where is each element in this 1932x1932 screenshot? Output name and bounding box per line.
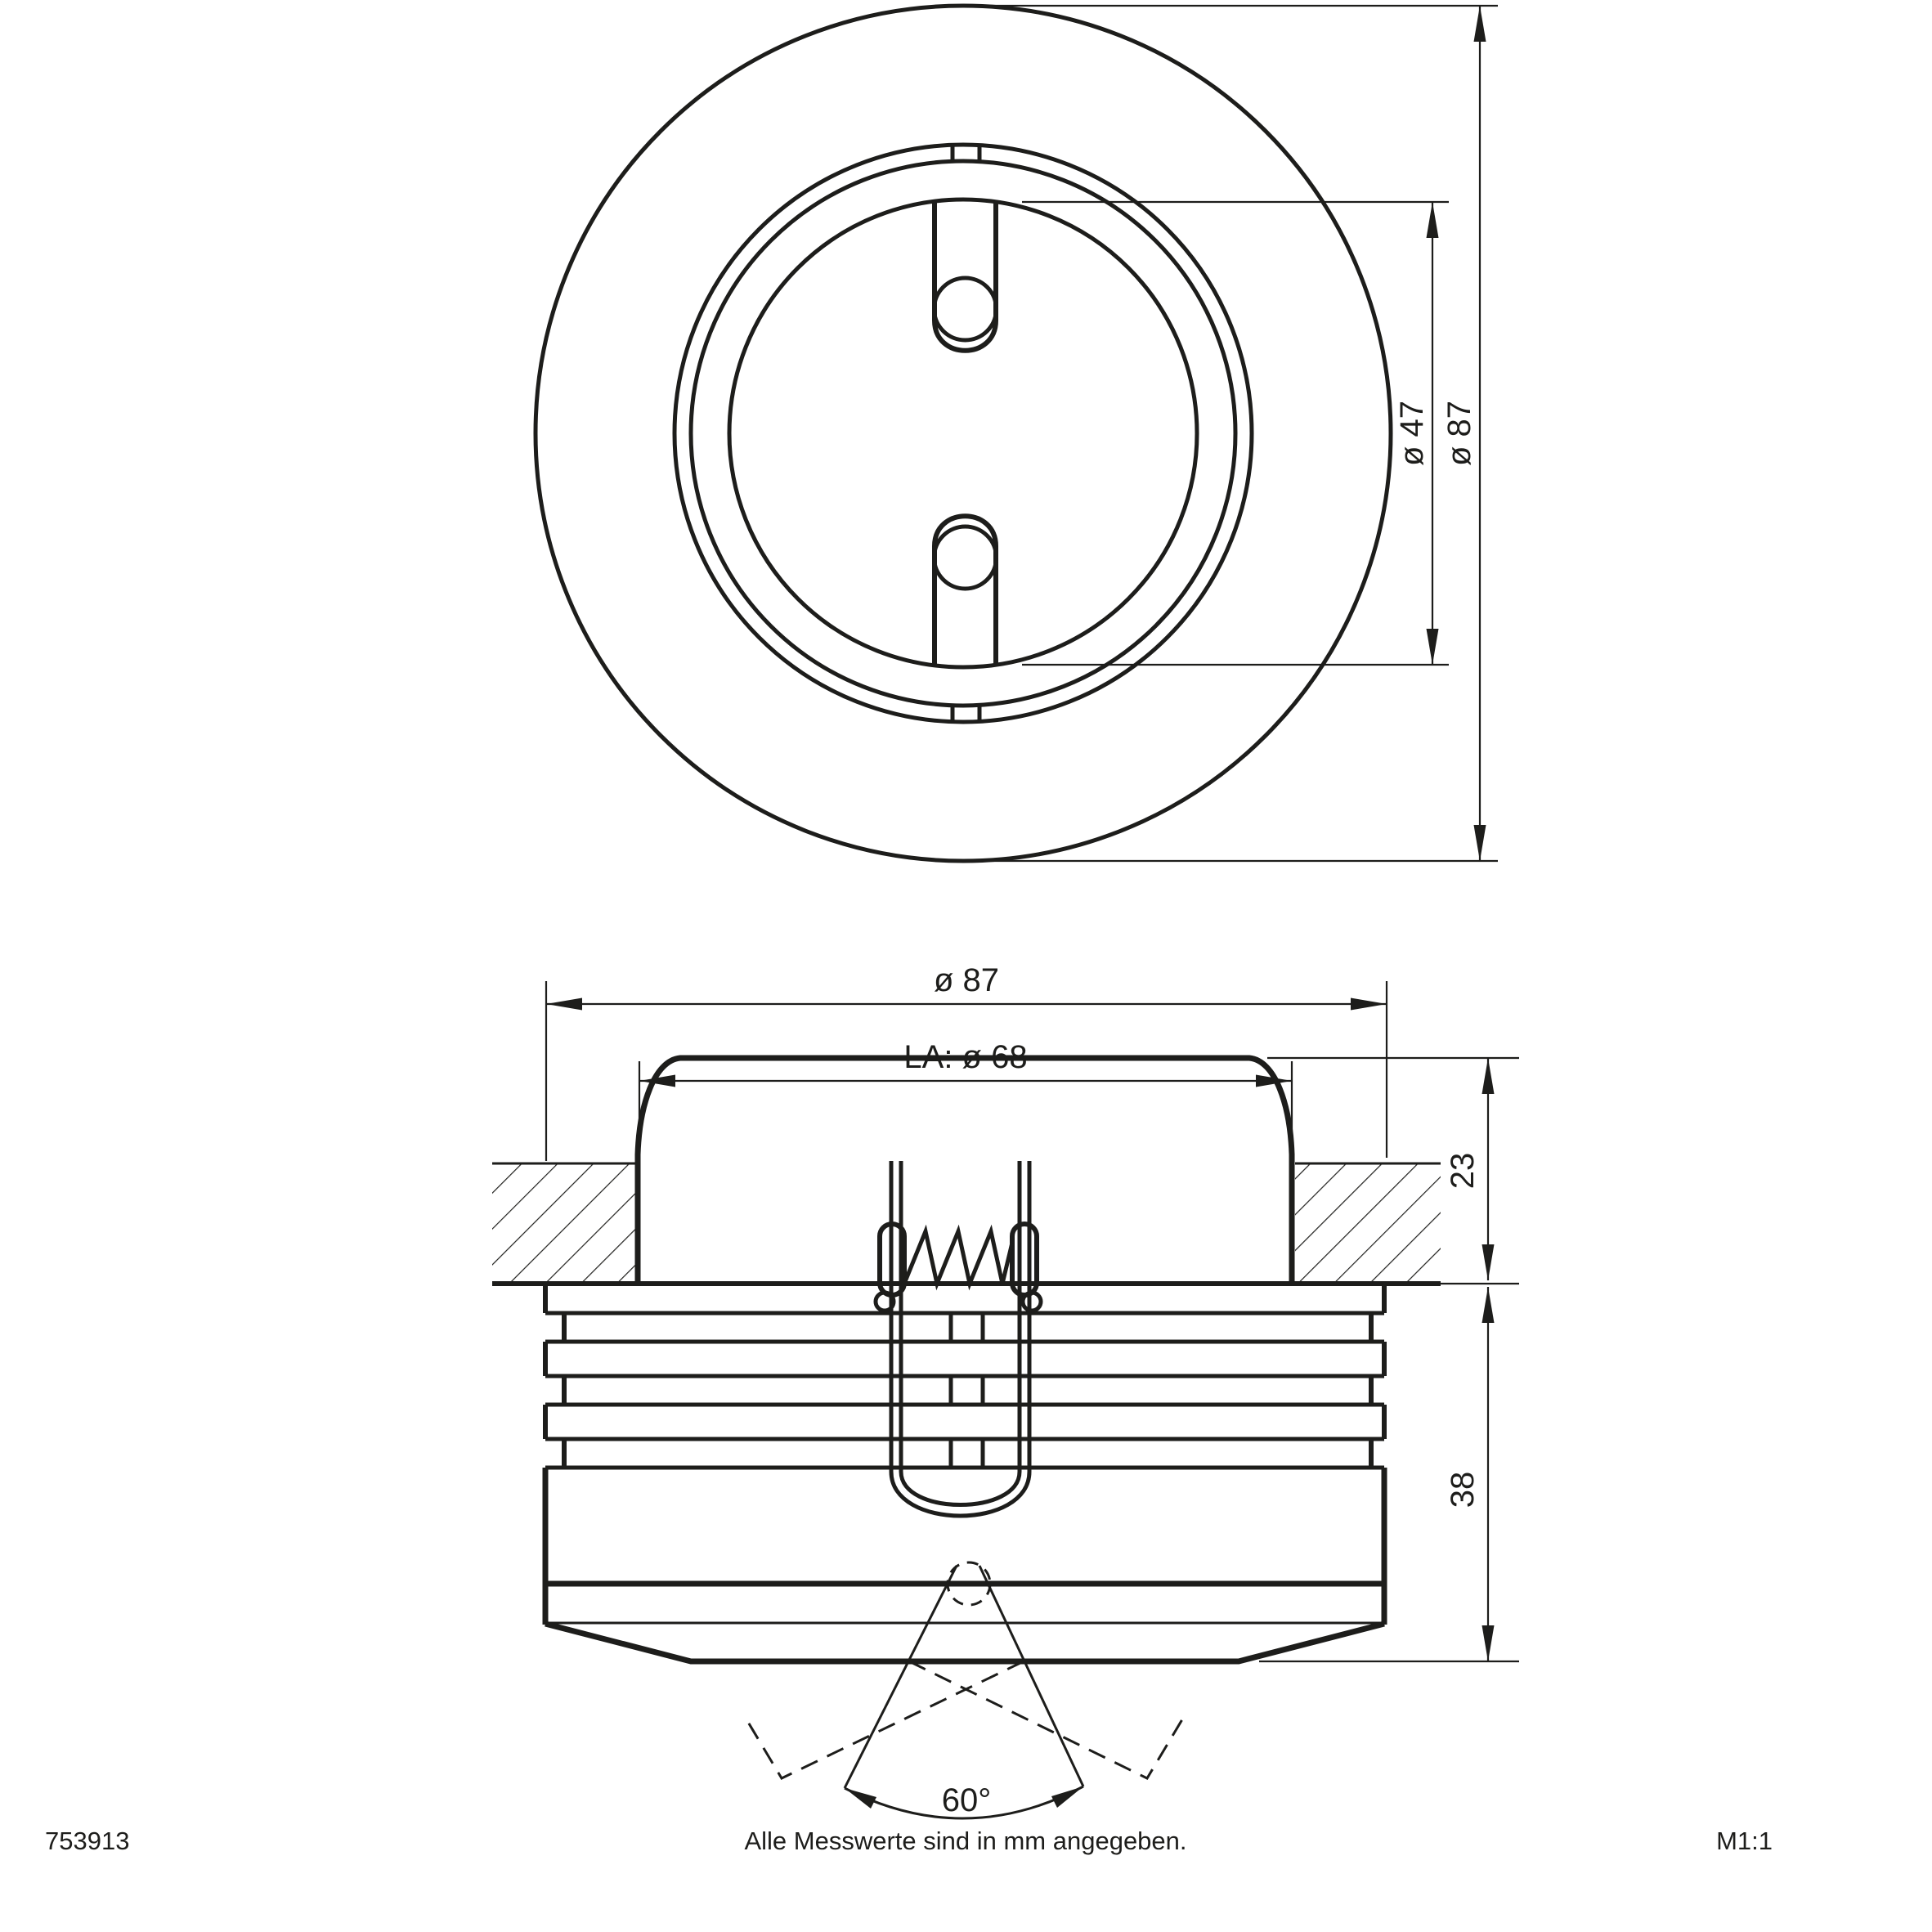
lamp-opening-circle (729, 199, 1197, 667)
side-view (492, 962, 1519, 1818)
beam-angle-label: 60° (941, 1782, 992, 1818)
dim-label-d87-side: ø 87 (933, 962, 1000, 998)
footer (45, 1827, 1773, 1855)
retaining-tab-bottom (935, 516, 997, 664)
outer-flange-circle (536, 6, 1391, 861)
ceiling-hatch-right (1295, 1163, 1441, 1284)
spring-clip (876, 1161, 1041, 1516)
ceiling-hatch-left (492, 1163, 638, 1284)
tab-hole-top (935, 278, 997, 340)
dim-label-38: 38 (1445, 1471, 1481, 1508)
footer-scale: M1:1 (1716, 1827, 1773, 1855)
dim-label-d87-top: ø 87 (1441, 400, 1477, 467)
top-view (536, 6, 1498, 861)
retaining-tab-top (935, 203, 997, 351)
housing-bezel-outline (638, 1058, 1292, 1284)
trim-ring-inner-circle (691, 161, 1235, 706)
beam-cone (744, 1562, 1185, 1818)
footer-article-number: 753913 (45, 1827, 130, 1855)
trim-ring-outer-circle (675, 145, 1252, 722)
tab-hole-bottom (935, 527, 997, 589)
dim-label-23: 23 (1445, 1152, 1481, 1190)
dim-label-la68: LA: ø 68 (903, 1039, 1028, 1075)
dimension-23-38 (1259, 1058, 1519, 1661)
dim-label-d47: ø 47 (1394, 400, 1430, 467)
heatsink-body (545, 1284, 1384, 1661)
footer-note: Alle Messwerte sind in mm angegeben. (744, 1827, 1187, 1855)
